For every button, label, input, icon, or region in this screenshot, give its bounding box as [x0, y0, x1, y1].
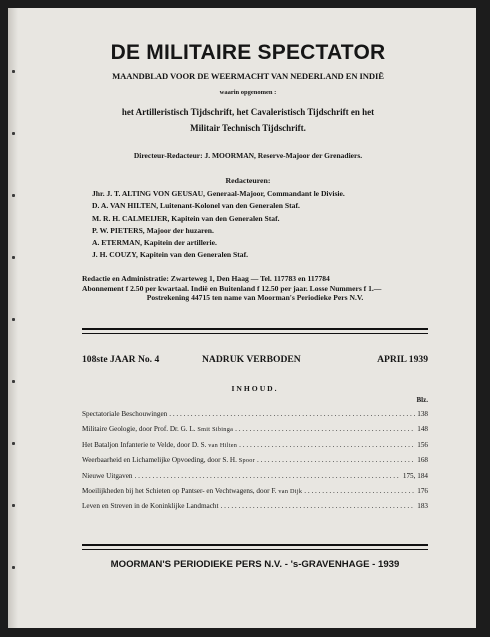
administration-block [82, 274, 428, 303]
entry-page: 148 [417, 425, 428, 434]
merged-label: waarin opgenomen : [219, 89, 277, 96]
entry-title: Het Bataljon Infanterie te Velde, door D. S. van Hilten [82, 440, 238, 449]
binding-hole [12, 442, 15, 445]
entry-title: Leven en Streven in de Koninklijke Landmacht [82, 502, 219, 511]
contents-entry [82, 484, 428, 499]
binding-hole [12, 194, 15, 197]
editor-item: Jhr. J. T. ALTING VON GEUSAU, Generaal-Majoor, Commandant le Divisie. [92, 189, 345, 198]
editors-list [92, 188, 432, 262]
binding-hole [12, 70, 15, 73]
editor-item: M. R. H. CALMEIJER, Kapitein van den Generalen Staf. [92, 213, 280, 223]
dot-leader [221, 499, 416, 514]
dot-leader [304, 484, 415, 499]
journal-cover-page [8, 8, 476, 628]
entry-title: Weerbaarheid en Lichamelijke Opvoeding, door S. H. Spoor [82, 456, 255, 465]
admin-address: Redactie en Administratie: Zwarteweg 1, Den Haag — Tel. 117783 en 117784 [82, 274, 330, 283]
editor-item: D. A. VAN HILTEN, Luitenant-Kolonel van den Generalen Staf. [92, 201, 300, 211]
contents-entry [82, 438, 428, 453]
divider-rule [82, 328, 428, 330]
editor-item: J. H. COUZY, Kapitein van den Generalen Staf. [92, 250, 249, 260]
entry-page: 156 [417, 440, 428, 449]
entry-title: Nieuwe Uitgaven [82, 471, 133, 480]
merged-journals-line: het Artilleristisch Tijdschrift, het Cavaleristisch Tijdschrift en het [121, 107, 375, 117]
journal-subtitle: MAANDBLAD VOOR DE WEERMACHT VAN NEDERLAND EN INDIË [112, 71, 384, 81]
contents-list [82, 407, 428, 515]
publisher-footer: MOORMAN'S PERIODIEKE PERS N.V. - 's-GRAVENHAGE - 1939 [110, 559, 400, 570]
binding-hole [12, 504, 15, 507]
dot-leader [257, 453, 415, 468]
dot-leader [235, 422, 415, 437]
entry-page: 175, 184 [402, 471, 428, 480]
entry-page: 138 [417, 410, 428, 418]
editors-heading: Redacteuren: [225, 176, 271, 185]
binding-hole [12, 318, 15, 321]
entry-title: Spectatoriale Beschouwingen [82, 410, 168, 418]
merged-journals-line: Militair Technisch Tijdschrift. [190, 123, 306, 133]
journal-title: DE MILITAIRE SPECTATOR [110, 41, 386, 64]
contents-entry [82, 499, 428, 514]
page-column-label: Blz. [416, 396, 428, 404]
contents-entry [82, 453, 428, 468]
dot-leader [135, 469, 401, 484]
entry-page: 176 [417, 486, 428, 495]
divider-rule [82, 333, 428, 334]
entry-page: 183 [417, 502, 428, 511]
merged-journals [70, 104, 426, 136]
entry-title: Militaire Geologie, door Prof. Dr. G. L. Smit Sibinga [82, 425, 234, 434]
issue-date: APRIL 1939 [377, 354, 428, 365]
admin-giro: Postrekening 44715 ten name van Moorman's Periodieke Pers N.V. [146, 293, 364, 303]
entry-page: 168 [417, 456, 428, 465]
editor-item: A. ETERMAN, Kapitein der artillerie. [92, 238, 217, 248]
admin-subscription: Abonnement f 2.50 per kwartaal. Indië en Buitenland f 12.50 per jaar. Losse Nummers f 1.— [82, 283, 382, 293]
divider-rule [82, 544, 428, 546]
binding-hole [12, 256, 15, 259]
editor-item: P. W. PIETERS, Majoor der huzaren. [92, 225, 214, 235]
contents-entry [82, 407, 428, 422]
contents-heading: INHOUD. [231, 384, 279, 393]
dot-leader [169, 407, 415, 422]
binding-hole [12, 380, 15, 383]
contents-entry [82, 422, 428, 437]
binding-hole [12, 132, 15, 135]
entry-title: Moeilijkheden bij het Schieten op Pantser- en Vechtwagens, door F. van Dijk [82, 486, 303, 495]
issue-volume: 108ste JAAR No. 4 [82, 354, 160, 365]
contents-entry [82, 469, 428, 484]
binding-hole [12, 566, 15, 569]
divider-rule [82, 549, 428, 550]
dot-leader [239, 438, 415, 453]
reprint-notice: NADRUK VERBODEN [202, 354, 301, 365]
director-line: Directeur-Redacteur: J. MOORMAN, Reserve-Majoor der Grenadiers. [133, 151, 363, 160]
